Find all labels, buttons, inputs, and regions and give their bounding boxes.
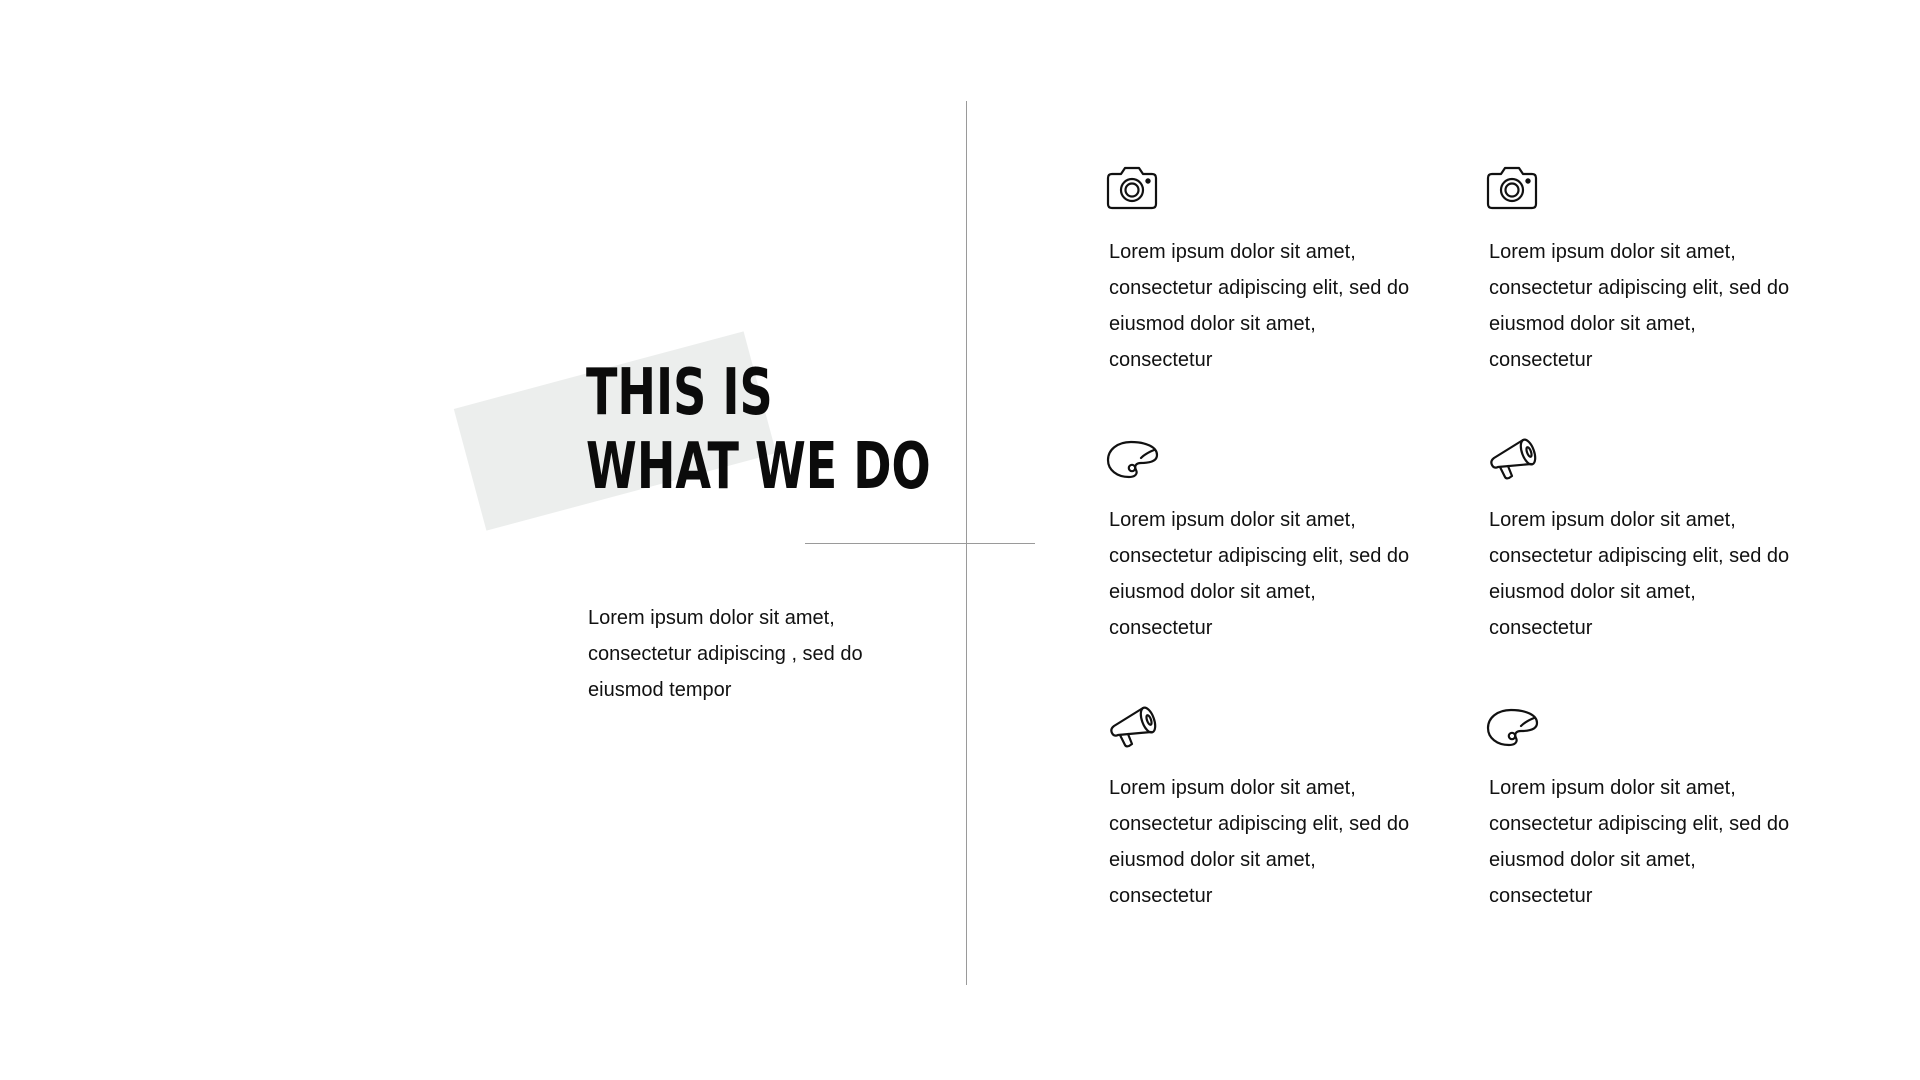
megaphone-icon: [1104, 696, 1160, 752]
feature-text-5: Lorem ipsum dolor sit amet, consectetur adipiscing elit, sed do eiusmod dolor sit amet, consectetur: [1109, 777, 1410, 907]
camera-icon: [1104, 160, 1160, 216]
feature-text-1: Lorem ipsum dolor sit amet, consectetur adipiscing elit, sed do eiusmod dolor sit amet, consectetur: [1109, 241, 1410, 371]
feature-item-2: [1484, 160, 1804, 378]
feature-item-3: [1104, 428, 1424, 646]
feature-item-6: [1484, 696, 1804, 914]
camera-icon: [1484, 160, 1540, 216]
intro-text: Lorem ipsum dolor sit amet, consectetur adipiscing , sed do eiusmod tempor: [588, 607, 863, 701]
feature-text-6: Lorem ipsum dolor sit amet, consectetur adipiscing elit, sed do eiusmod dolor sit amet, consectetur: [1489, 777, 1790, 907]
horizontal-divider: [805, 543, 1035, 544]
feature-text-3: Lorem ipsum dolor sit amet, consectetur adipiscing elit, sed do eiusmod dolor sit amet, consectetur: [1109, 509, 1410, 639]
palette-icon: [1484, 696, 1540, 752]
slide-title-line-2: WHAT WE DO: [586, 430, 931, 504]
feature-item-1: [1104, 160, 1424, 378]
feature-item-5: [1104, 696, 1424, 914]
megaphone-icon: [1484, 428, 1540, 484]
slide-title-line-1: THIS IS: [586, 356, 773, 430]
feature-item-4: [1484, 428, 1804, 646]
feature-text-2: Lorem ipsum dolor sit amet, consectetur adipiscing elit, sed do eiusmod dolor sit amet, consectetur: [1489, 241, 1790, 371]
slide-title: [586, 356, 931, 504]
feature-text-4: Lorem ipsum dolor sit amet, consectetur adipiscing elit, sed do eiusmod dolor sit amet, consectetur: [1489, 509, 1790, 639]
palette-icon: [1104, 428, 1160, 484]
